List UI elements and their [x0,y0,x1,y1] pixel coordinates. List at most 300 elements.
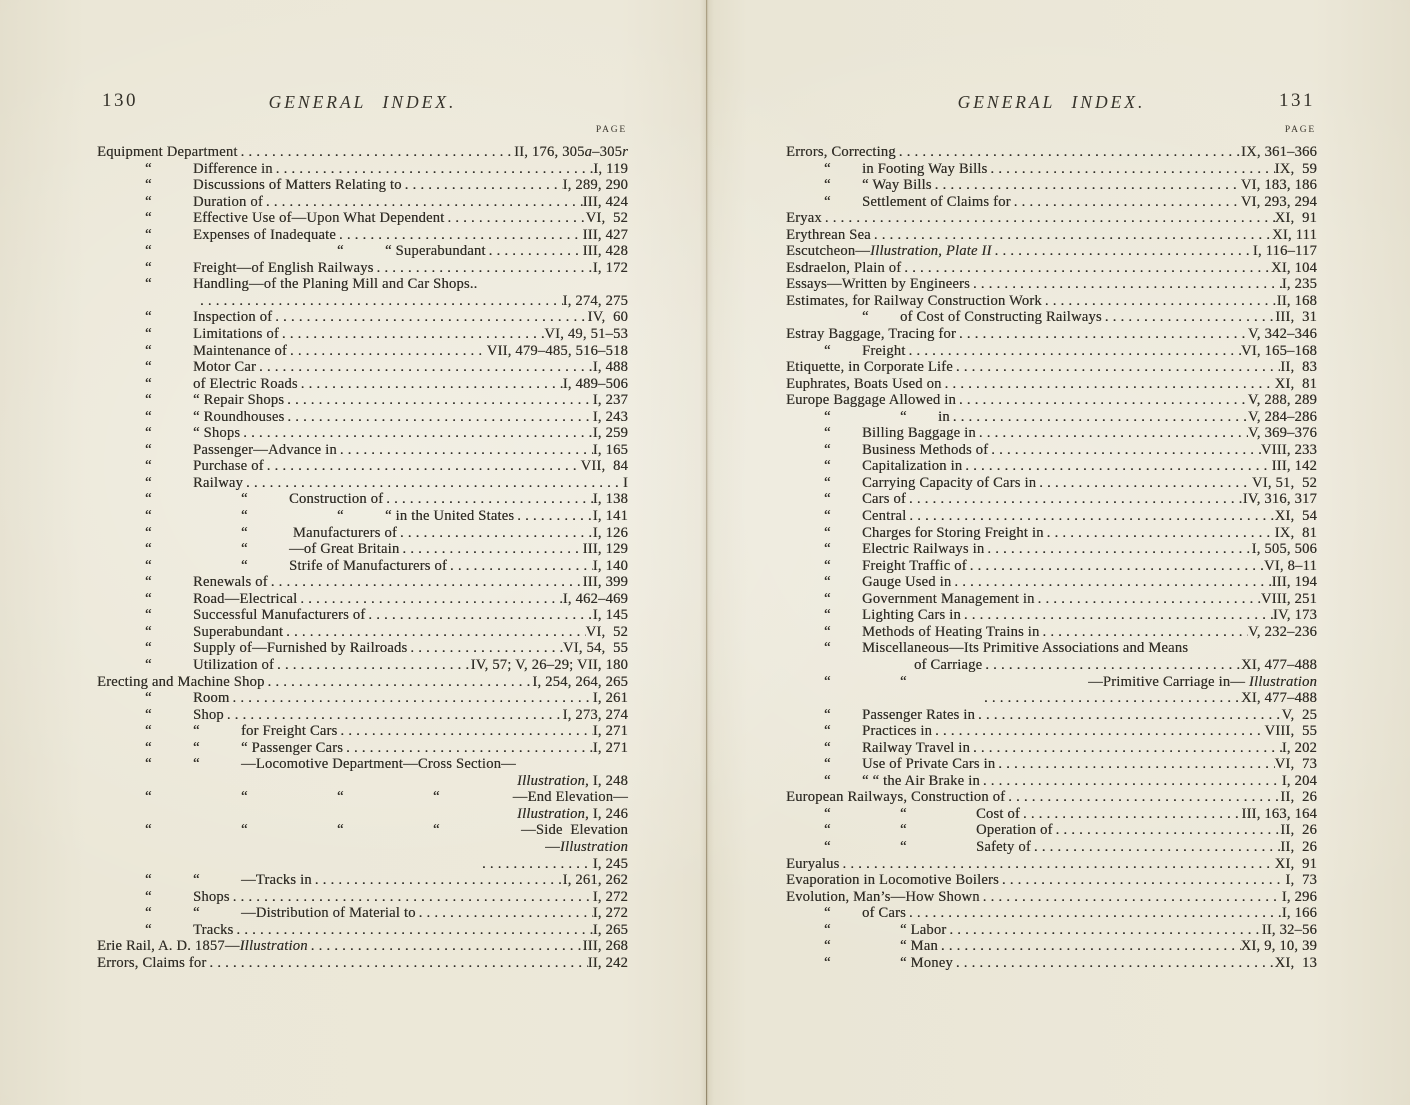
entry-page-ref: I, 235 [1281,276,1317,293]
leader-dots [273,161,594,178]
entry-text: “ in Footing Way Bills [786,160,988,177]
entry-text: “ Tracks [97,921,234,938]
entry-page-ref: I, 271 [592,723,628,740]
index-entries-left [97,144,628,971]
index-entry [97,425,628,442]
index-entry [97,707,628,724]
page-header-right [786,88,1317,124]
leader-dots [268,574,583,591]
entry-page-ref: V, 342–346 [1247,326,1317,343]
entry-text: “ Inspection of [97,309,273,326]
entry-page-ref: III, 163, 164 [1241,805,1317,822]
leader-dots [988,442,1261,459]
entry-text: Esdraelon, Plain of [786,259,902,276]
entry-page-ref: XI, 9, 10, 39 [1240,938,1317,955]
index-entry [786,343,1317,360]
index-entry [786,789,1317,806]
leader-dots [995,756,1274,773]
entry-text: “ Practices in [786,723,933,740]
index-entry [786,541,1317,558]
entry-text: European Railways, Construction of [786,789,1006,806]
index-entry [786,773,1317,790]
entry-text: “ “ —Tracks in [97,872,312,889]
entry-text: “ Room [97,690,230,707]
entry-page-ref: —Side Elevation [521,822,628,839]
entry-page-ref: II, 26 [1280,822,1317,839]
entry-text: “ “ —Distribution of Material to [97,905,416,922]
entry-page-ref: XI, 81 [1274,375,1317,392]
index-entry [97,508,628,525]
entry-page-ref: Illustration, I, 246 [516,805,628,822]
index-entry [786,872,1317,889]
entry-page-ref: I, 166 [1281,905,1317,922]
index-entry [786,690,1317,707]
leader-dots [343,740,593,757]
index-entry [97,839,628,856]
index-entry [97,326,628,343]
entry-page-ref: II, 83 [1280,359,1317,376]
leader-dots [1035,591,1261,608]
index-entry [786,591,1317,608]
entry-text: “ Road—Electrical [97,590,298,607]
index-entry [786,227,1317,244]
leader-dots [1031,839,1280,856]
entry-text: “ “ Manufacturers of [97,524,397,541]
entry-text: “ “ —Locomotive Department—Cross Section— [97,756,516,773]
index-entry [786,260,1317,277]
entry-text: “ Expenses of Inadequate [97,226,336,243]
leader-dots [402,177,563,194]
entry-page-ref: III, 424 [582,193,628,210]
entry-page-ref: III, 129 [582,541,628,558]
entry-page-ref: XI, 13 [1274,954,1317,971]
leader-dots [932,177,1241,194]
index-entry [97,376,628,393]
index-entry [97,194,628,211]
entry-page-ref: I, 296 [1281,888,1317,905]
entry-page-ref: VI, 73 [1274,756,1317,773]
entry-page-ref: VII, 84 [580,458,628,475]
entry-page-ref: IX, 81 [1274,524,1317,541]
index-entry [97,690,628,707]
index-entry [97,475,628,492]
entry-text: “ “ Shops [97,425,241,442]
entry-page-ref: VIII, 251 [1260,590,1317,607]
entry-page-ref: IV, 173 [1272,607,1317,624]
entry-text: “ Methods of Heating Trains in [786,623,1040,640]
index-entry [97,276,628,293]
index-entry [786,475,1317,492]
leader-dots [1011,194,1241,211]
entry-text: “ Difference in [97,160,273,177]
page-column-label: PAGE [1284,125,1316,135]
entry-page-ref: II, 26 [1280,789,1317,806]
leader-dots [984,541,1251,558]
leader-dots [298,376,563,393]
index-entry [786,822,1317,839]
index-entry [786,491,1317,508]
index-entry [786,359,1317,376]
index-entry [786,889,1317,906]
entry-page-ref: II, 242 [587,954,628,971]
entry-text: “ Freight [786,342,906,359]
entry-page-ref: II, 26 [1280,838,1317,855]
entry-page-ref: VI, 52 [585,210,628,227]
leader-dots [871,227,1272,244]
entry-page-ref: VI, 165–168 [1241,342,1317,359]
index-entry [97,938,628,955]
index-entry [97,591,628,608]
book-page-right [786,88,1317,971]
entry-page-ref: I, 141 [592,508,628,525]
leader-dots [233,922,592,939]
entry-page-ref: —Primitive Carriage in— Illustration [1088,673,1317,690]
entry-page-ref: I, 126 [592,524,628,541]
entry-text: “ “ Construction of [97,491,384,508]
leader-dots [975,707,1282,724]
leader-dots [284,409,592,426]
entry-text: “ Shop [97,706,224,723]
leader-dots [486,243,583,260]
leader-dots [1053,822,1281,839]
index-entry [786,194,1317,211]
leader-dots [265,674,533,691]
entry-page-ref: I, 116–117 [1252,243,1317,260]
index-entry [97,607,628,624]
index-entry [97,359,628,376]
index-entry [786,938,1317,955]
leader-dots [399,541,582,558]
leader-dots [374,260,593,277]
entry-text: “ Superabundant [97,623,284,640]
book-page-left [97,88,628,971]
entry-page-ref: VI, 49, 51–53 [544,326,628,343]
entry-text: “ Shops [97,888,230,905]
entry-text: Estray Baggage, Tracing for [786,326,956,343]
entry-text: “ Gauge Used in [786,574,952,591]
leader-dots [906,343,1241,360]
leader-dots [256,359,593,376]
entry-text: “ Handling—of the Planing Mill and Car Shops.. [97,276,478,293]
index-entry [786,955,1317,972]
entry-page-ref: IV, 60 [587,309,628,326]
entry-text: “ “ “ Passenger Cars [97,739,344,756]
index-entry [97,905,628,922]
entry-text: “ Business Methods of [786,441,989,458]
entry-text: “ Effective Use of—Upon What Dependent [97,210,445,227]
index-entry [97,789,628,806]
leader-dots [906,508,1274,525]
index-entry [97,574,628,591]
entry-page-ref: VI, 54, 55 [562,640,628,657]
entry-page-ref: I, 272 [592,888,628,905]
index-entry [786,508,1317,525]
entry-page-ref: III, 142 [1271,458,1317,475]
entry-page-ref: VI, 183, 186 [1240,177,1317,194]
entry-page-ref: XI, 111 [1272,226,1317,243]
entry-text: “ of Cars [786,905,906,922]
entry-page-ref: IV, 316, 317 [1242,491,1317,508]
leader-dots [336,227,583,244]
index-entry [97,177,628,194]
book-gutter-fold-line [706,0,707,1105]
index-entry [97,889,628,906]
entry-text: “ Freight—of English Railways [97,259,374,276]
entry-page-ref: XI, 104 [1271,259,1317,276]
leader-dots [946,922,1261,939]
entry-page-ref: III, 427 [582,226,628,243]
index-entry [786,144,1317,161]
index-entry [786,607,1317,624]
leader-dots [1042,293,1277,310]
leader-dots [272,309,587,326]
entry-text: Estimates, for Railway Construction Work [786,292,1042,309]
index-entry [97,541,628,558]
index-entry [97,525,628,542]
entry-text: “ “ for Freight Cars [97,723,338,740]
entry-page-ref: —Illustration [545,838,628,855]
entry-text: “ “ [786,673,907,690]
page-header-left [97,88,628,124]
entry-text: “ Government Management in [786,590,1035,607]
entry-text: “ “ “ Superabundant [97,243,486,260]
running-title: GENERAL INDEX. [957,92,1146,112]
entry-text: “ Motor Car [97,359,257,376]
leader-dots [938,938,1241,955]
index-entry [786,674,1317,691]
leader-dots [980,773,1282,790]
entry-text: “ Utilization of [97,656,275,673]
entry-text: “ “ Way Bills [786,177,932,194]
entry-text: Eryax [786,210,822,227]
entry-text: Evolution, Man’s—How Shown [786,888,980,905]
entry-text: “ “ Cost of [786,805,1020,822]
index-entry [786,293,1317,310]
entry-page-ref: I, 274, 275 [562,292,628,309]
entry-text: “ “ Operation of [786,822,1053,839]
entry-page-ref: IV, 57; V, 26–29; VII, 180 [470,656,628,673]
leader-dots [416,905,593,922]
entry-page-ref: III, 399 [582,574,628,591]
entry-page-ref: I, 505, 506 [1251,541,1317,558]
entry-text: “ “ Man [786,938,938,955]
entry-text: “ Capitalization in [786,458,963,475]
leader-dots [953,359,1280,376]
leader-dots [956,392,1248,409]
index-entry [786,723,1317,740]
leader-dots [297,591,562,608]
index-entry [97,260,628,277]
entry-text: “ Railway [97,474,244,491]
entry-text: “ Billing Baggage in [786,425,976,442]
entry-page-ref: I, 273, 274 [562,706,628,723]
entry-text: “ “ “ “ [97,789,440,806]
leader-dots [1020,806,1241,823]
leader-dots [942,376,1275,393]
index-entry [786,442,1317,459]
leader-dots [896,144,1241,161]
entry-text: of Carriage [914,656,983,673]
leader-dots [312,872,563,889]
index-entry [786,276,1317,293]
leader-dots [970,276,1282,293]
index-entry [97,491,628,508]
entry-text: “ “ —of Great Britain [97,541,400,558]
leader-dots [1044,525,1275,542]
entry-text: “ “ Repair Shops [97,392,285,409]
entry-text: “ “ Money [786,954,953,971]
index-entry [97,822,628,839]
index-entry [97,657,628,674]
leader-dots [274,657,471,674]
index-entry [786,856,1317,873]
index-entry [97,756,628,773]
index-entry [786,707,1317,724]
index-entry [97,309,628,326]
entry-page-ref: I, 140 [592,557,628,574]
index-entry [97,161,628,178]
index-entry [97,144,628,161]
index-entry [97,442,628,459]
entry-page-ref: XI, 54 [1274,508,1317,525]
leader-dots [951,574,1271,591]
entry-text: “ Central [786,508,907,525]
leader-dots [950,409,1248,426]
entry-page-ref: III, 194 [1271,574,1317,591]
leader-dots [981,690,1241,707]
entry-text: “ Use of Private Cars in [786,756,996,773]
entry-page-ref: III, 268 [582,938,628,955]
entry-text: “ Renewals of [97,574,268,591]
entry-text: “ of Electric Roads [97,375,298,392]
entry-page-ref: I, 172 [592,259,628,276]
index-entry [786,640,1317,657]
entry-page-ref: V, 284–286 [1247,408,1317,425]
page-column-label: PAGE [595,125,627,135]
leader-dots [962,458,1271,475]
index-entry [786,806,1317,823]
entry-page-ref: XI, 91 [1274,855,1317,872]
entry-page-ref: III, 428 [582,243,628,260]
entry-text: “ Miscellaneous—Its Primitive Associations and Means [786,640,1189,657]
leader-dots [987,161,1274,178]
entry-text: “ Lighting Cars in [786,607,961,624]
index-entry [97,872,628,889]
entry-page-ref: V, 25 [1281,706,1317,723]
leader-dots [287,343,487,360]
entry-text: Erythrean Sea [786,226,871,243]
index-entry [786,210,1317,227]
entry-page-ref: I, 145 [592,607,628,624]
entry-text: Equipment Department [97,144,238,160]
entry-page-ref: I, 237 [592,392,628,409]
entry-page-ref: I [622,474,628,491]
leader-dots [839,856,1274,873]
index-entry [786,376,1317,393]
entry-page-ref: II, 32–56 [1261,921,1317,938]
entry-page-ref: VI, 51, 52 [1251,474,1317,491]
entry-text: “ Limitations of [97,326,279,343]
entry-text: Erie Rail, A. D. 1857—Illustration [97,938,308,955]
index-entry [786,657,1317,674]
entry-page-ref: V, 288, 289 [1247,392,1317,409]
leader-dots [397,525,593,542]
entry-page-ref: —End Elevation— [512,789,628,806]
entry-text: “ Supply of—Furnished by Railroads [97,640,408,657]
entry-text: Errors, Correcting [786,144,896,160]
entry-text: “ “ “ “ [97,822,440,839]
entry-page-ref: III, 31 [1275,309,1317,326]
index-entry [97,409,628,426]
index-entry [97,210,628,227]
entry-text: “ Passenger—Advance in [97,441,337,458]
leader-dots [206,955,587,972]
leader-dots [514,508,593,525]
leader-dots [444,210,585,227]
entry-text: Errors, Claims for [97,954,207,971]
index-entries-right [786,144,1317,971]
index-entry [786,922,1317,939]
entry-page-ref: VI, 52 [585,623,628,640]
leader-dots [365,607,592,624]
leader-dots [1102,309,1275,326]
entry-text: “ Duration of [97,193,263,210]
index-entry [97,293,628,310]
leader-dots [982,657,1241,674]
leader-dots [906,491,1243,508]
entry-text: “ “ “ the Air Brake in [786,772,980,789]
entry-page-ref: VI, 293, 294 [1240,193,1317,210]
index-entry [786,458,1317,475]
entry-page-ref: IX, 59 [1274,160,1317,177]
page-number: 130 [102,90,138,111]
entry-text: “ Charges for Storing Freight in [786,524,1044,541]
index-entry [786,740,1317,757]
index-entry [97,392,628,409]
index-entry [786,177,1317,194]
entry-page-ref: II, 176, 305a–305r [514,144,628,160]
entry-page-ref: I, 202 [1281,739,1317,756]
entry-text: “ Purchase of [97,458,264,475]
entry-page-ref: I, 488 [592,359,628,376]
leader-dots [284,392,593,409]
entry-text: “ “ in [786,408,950,425]
entry-page-ref: I, 261, 262 [562,872,628,889]
index-entry [97,243,628,260]
entry-text: Evaporation in Locomotive Boilers [786,872,999,889]
leader-dots [283,624,586,641]
entry-page-ref: XI, 91 [1274,210,1317,227]
entry-text: “ Electric Railways in [786,541,985,558]
entry-text: Euphrates, Boats Used on [786,375,942,392]
index-entry [786,624,1317,641]
leader-dots [906,905,1282,922]
index-entry [786,525,1317,542]
entry-text: Europe Baggage Allowed in [786,392,956,409]
index-entry [97,922,628,939]
entry-page-ref: I, 289, 290 [562,177,628,194]
entry-text: “ Freight Traffic of [786,557,967,574]
entry-text: “ Passenger Rates in [786,706,976,723]
index-entry [786,309,1317,326]
leader-dots [197,293,563,310]
leader-dots [264,458,581,475]
leader-dots [407,640,563,657]
running-title: GENERAL INDEX. [268,92,457,112]
entry-page-ref: IX, 361–366 [1241,144,1317,160]
entry-page-ref: Illustration, I, 248 [516,772,628,789]
leader-dots [238,144,515,161]
